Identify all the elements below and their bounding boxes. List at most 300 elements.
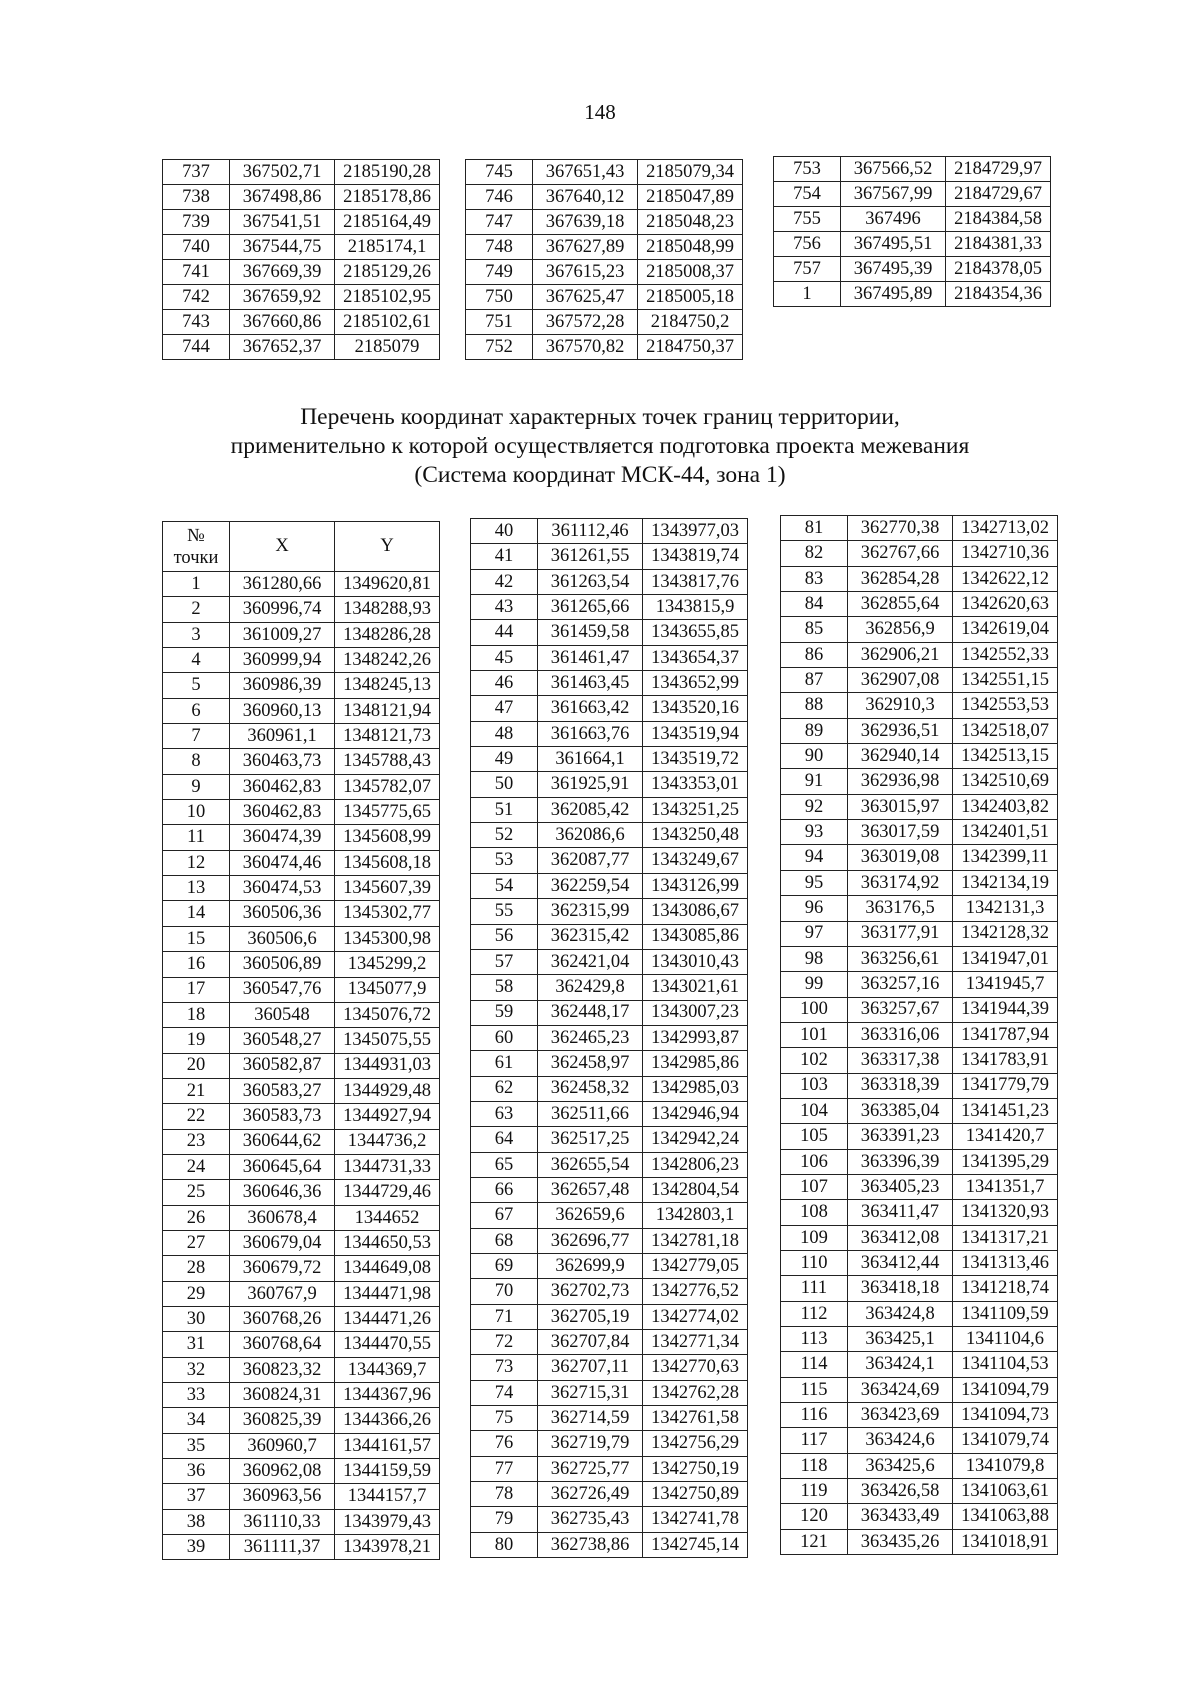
coordinates-table-2: [470, 518, 748, 1558]
table-row: [471, 1101, 748, 1126]
point-number-cell: 747: [466, 210, 533, 235]
x-cell: 363426,58: [848, 1479, 953, 1504]
table-row: [466, 335, 743, 360]
x-cell: 363316,06: [848, 1022, 953, 1047]
x-cell: 362086,6: [538, 823, 643, 848]
table-row: [163, 160, 440, 185]
header-point-number: [163, 522, 230, 572]
table-row: [163, 952, 440, 977]
table-row: [781, 1200, 1058, 1225]
table-row: [781, 642, 1058, 667]
table-row: [163, 1281, 440, 1306]
point-number-cell: 93: [781, 820, 848, 845]
y-cell: 1342806,23: [643, 1152, 748, 1177]
table-row: [471, 696, 748, 721]
x-cell: 367566,52: [841, 157, 946, 182]
y-cell: 1342779,05: [643, 1253, 748, 1278]
table-row: [471, 721, 748, 746]
y-cell: 1343086,67: [643, 899, 748, 924]
table-row: [471, 1507, 748, 1532]
y-cell: 1344931,03: [335, 1053, 440, 1078]
table-row: [781, 1428, 1058, 1453]
x-cell: 362738,86: [538, 1532, 643, 1557]
point-number-cell: 45: [471, 645, 538, 670]
point-number-cell: 21: [163, 1078, 230, 1103]
y-cell: 1341320,93: [953, 1200, 1058, 1225]
point-number-cell: 67: [471, 1203, 538, 1228]
x-cell: 362696,77: [538, 1228, 643, 1253]
x-cell: 362517,25: [538, 1127, 643, 1152]
point-number-cell: 52: [471, 823, 538, 848]
table-row: [163, 1332, 440, 1357]
x-cell: 362085,42: [538, 797, 643, 822]
table-row: [471, 671, 748, 696]
point-number-cell: 4: [163, 648, 230, 673]
y-cell: 1341218,74: [953, 1276, 1058, 1301]
table-row: [781, 972, 1058, 997]
point-number-cell: 89: [781, 718, 848, 743]
y-cell: 1342551,15: [953, 668, 1058, 693]
y-cell: 1342510,69: [953, 769, 1058, 794]
top-table-2: [465, 159, 743, 360]
header-x: X: [230, 522, 335, 572]
y-cell: 1343085,86: [643, 924, 748, 949]
point-number-cell: 30: [163, 1306, 230, 1331]
point-number-cell: 80: [471, 1532, 538, 1557]
table-row: [466, 260, 743, 285]
x-cell: 367567,99: [841, 182, 946, 207]
table-row: [471, 1431, 748, 1456]
point-number-cell: 96: [781, 896, 848, 921]
x-cell: 363257,67: [848, 997, 953, 1022]
x-cell: 367625,47: [533, 285, 638, 310]
table-row: [471, 873, 748, 898]
point-number-cell: 749: [466, 260, 533, 285]
table-row: [163, 1028, 440, 1053]
header-y: Y: [335, 522, 440, 572]
y-cell: 1345076,72: [335, 1002, 440, 1027]
x-cell: 360961,1: [230, 724, 335, 749]
point-number-cell: 107: [781, 1174, 848, 1199]
table-row: [781, 1022, 1058, 1047]
y-cell: 1343519,94: [643, 721, 748, 746]
point-number-cell: 118: [781, 1453, 848, 1478]
table-row: [471, 1000, 748, 1025]
table-row: [163, 335, 440, 360]
top-table-3: [773, 156, 1051, 307]
x-cell: 360962,08: [230, 1459, 335, 1484]
x-cell: 363391,23: [848, 1124, 953, 1149]
x-cell: 361663,42: [538, 696, 643, 721]
point-number-cell: 99: [781, 972, 848, 997]
point-number-cell: 54: [471, 873, 538, 898]
x-cell: 362770,38: [848, 516, 953, 541]
table-row: [471, 1532, 748, 1557]
y-cell: 1344736,2: [335, 1129, 440, 1154]
y-cell: 1348245,13: [335, 673, 440, 698]
table-row: [781, 769, 1058, 794]
table-row: [471, 569, 748, 594]
table-row: [471, 747, 748, 772]
x-cell: 360999,94: [230, 648, 335, 673]
y-cell: 1342710,36: [953, 541, 1058, 566]
table-row: [163, 1078, 440, 1103]
y-cell: 2184378,05: [946, 257, 1051, 282]
x-cell: 360583,73: [230, 1104, 335, 1129]
point-number-cell: 43: [471, 595, 538, 620]
y-cell: 1348121,94: [335, 698, 440, 723]
y-cell: 1343126,99: [643, 873, 748, 898]
x-cell: 360823,32: [230, 1357, 335, 1382]
x-cell: 362458,97: [538, 1051, 643, 1076]
table-row: [774, 257, 1051, 282]
y-cell: 1345608,18: [335, 850, 440, 875]
y-cell: 1344159,59: [335, 1459, 440, 1484]
x-cell: 363015,97: [848, 794, 953, 819]
point-number-cell: 111: [781, 1276, 848, 1301]
x-cell: 363017,59: [848, 820, 953, 845]
table-row: [163, 724, 440, 749]
x-cell: 363317,38: [848, 1048, 953, 1073]
point-number-cell: 751: [466, 310, 533, 335]
point-number-cell: 70: [471, 1279, 538, 1304]
x-cell: 362458,32: [538, 1076, 643, 1101]
y-cell: 1348242,26: [335, 648, 440, 673]
point-number-cell: 745: [466, 160, 533, 185]
table-row: [781, 1250, 1058, 1275]
point-number-cell: 120: [781, 1504, 848, 1529]
table-row: [163, 260, 440, 285]
x-cell: 363424,1: [848, 1352, 953, 1377]
y-cell: 1342131,3: [953, 896, 1058, 921]
point-number-cell: 23: [163, 1129, 230, 1154]
y-cell: 1342985,86: [643, 1051, 748, 1076]
x-cell: 363176,5: [848, 896, 953, 921]
point-number-cell: 56: [471, 924, 538, 949]
table-row: [781, 1504, 1058, 1529]
y-cell: 1342771,34: [643, 1330, 748, 1355]
y-cell: 1342553,53: [953, 693, 1058, 718]
x-cell: 360474,46: [230, 850, 335, 875]
table-row: [471, 1253, 748, 1278]
document-title: [0, 403, 1200, 490]
table-row: [471, 1279, 748, 1304]
table-row: [471, 519, 748, 544]
y-cell: 1341395,29: [953, 1149, 1058, 1174]
x-cell: 362767,66: [848, 541, 953, 566]
point-number-cell: 744: [163, 335, 230, 360]
x-cell: 367541,51: [230, 210, 335, 235]
point-number-cell: 20: [163, 1053, 230, 1078]
table-row: [774, 157, 1051, 182]
x-cell: 363423,69: [848, 1403, 953, 1428]
x-cell: 362855,64: [848, 592, 953, 617]
x-cell: 361463,45: [538, 671, 643, 696]
y-cell: 1343978,21: [335, 1535, 440, 1560]
point-number-cell: 741: [163, 260, 230, 285]
y-cell: 1342946,94: [643, 1101, 748, 1126]
point-number-cell: 15: [163, 926, 230, 951]
x-cell: 362429,8: [538, 975, 643, 1000]
table-row: [471, 797, 748, 822]
x-cell: 367544,75: [230, 235, 335, 260]
y-cell: 1342803,1: [643, 1203, 748, 1228]
x-cell: 362906,21: [848, 642, 953, 667]
x-cell: 367498,86: [230, 185, 335, 210]
point-number-cell: 86: [781, 642, 848, 667]
x-cell: 360474,39: [230, 825, 335, 850]
table-row: [781, 1276, 1058, 1301]
x-cell: 360644,62: [230, 1129, 335, 1154]
table-row: [781, 1327, 1058, 1352]
x-cell: 360548,27: [230, 1028, 335, 1053]
y-cell: 1341779,79: [953, 1073, 1058, 1098]
table-row: [163, 1433, 440, 1458]
x-cell: 360824,31: [230, 1383, 335, 1408]
table-row: [163, 1002, 440, 1027]
point-number-cell: 6: [163, 698, 230, 723]
point-number-cell: 38: [163, 1509, 230, 1534]
point-number-cell: 109: [781, 1225, 848, 1250]
point-number-cell: 737: [163, 160, 230, 185]
y-cell: 1343520,16: [643, 696, 748, 721]
x-cell: 362735,43: [538, 1507, 643, 1532]
point-number-cell: 62: [471, 1076, 538, 1101]
y-cell: 1342128,32: [953, 921, 1058, 946]
table-row: [163, 1383, 440, 1408]
y-cell: 1348288,93: [335, 597, 440, 622]
x-cell: 362448,17: [538, 1000, 643, 1025]
point-number-cell: 742: [163, 285, 230, 310]
title-line-1: Перечень координат характерных точек границ территории,: [300, 404, 900, 430]
table-row: [471, 975, 748, 1000]
table-row: [774, 232, 1051, 257]
y-cell: 1341947,01: [953, 946, 1058, 971]
point-number-cell: 61: [471, 1051, 538, 1076]
y-cell: 1344927,94: [335, 1104, 440, 1129]
point-number-cell: 110: [781, 1250, 848, 1275]
point-number-cell: 40: [471, 519, 538, 544]
table-row: [163, 673, 440, 698]
table-row: [163, 1154, 440, 1179]
x-cell: 362315,99: [538, 899, 643, 924]
table-row: [163, 597, 440, 622]
x-cell: 367627,89: [533, 235, 638, 260]
y-cell: 1344652: [335, 1205, 440, 1230]
x-cell: 360506,6: [230, 926, 335, 951]
point-number-cell: 9: [163, 774, 230, 799]
x-cell: 362465,23: [538, 1025, 643, 1050]
point-number-cell: 48: [471, 721, 538, 746]
point-number-cell: 25: [163, 1180, 230, 1205]
table-row: [163, 285, 440, 310]
point-number-cell: 85: [781, 617, 848, 642]
point-number-cell: 46: [471, 671, 538, 696]
point-number-cell: 754: [774, 182, 841, 207]
y-cell: 2185129,26: [335, 260, 440, 285]
y-cell: 1342399,11: [953, 845, 1058, 870]
x-cell: 367495,89: [841, 282, 946, 307]
table-row: [471, 899, 748, 924]
point-number-cell: 47: [471, 696, 538, 721]
point-number-cell: 102: [781, 1048, 848, 1073]
y-cell: 1341317,21: [953, 1225, 1058, 1250]
x-cell: 360678,4: [230, 1205, 335, 1230]
y-cell: 1342552,33: [953, 642, 1058, 667]
y-cell: 1342770,63: [643, 1355, 748, 1380]
x-cell: 362259,54: [538, 873, 643, 898]
x-cell: 363385,04: [848, 1098, 953, 1123]
point-number-cell: 50: [471, 772, 538, 797]
page-number: 148: [584, 100, 616, 124]
table-row: [471, 949, 748, 974]
y-cell: 1343249,67: [643, 848, 748, 873]
y-cell: 1345782,07: [335, 774, 440, 799]
point-number-cell: 121: [781, 1529, 848, 1554]
point-number-cell: 14: [163, 901, 230, 926]
table-row: [471, 1330, 748, 1355]
y-cell: 1344650,53: [335, 1230, 440, 1255]
x-cell: 360960,13: [230, 698, 335, 723]
x-cell: 362707,11: [538, 1355, 643, 1380]
table-row: [471, 620, 748, 645]
table-row: [471, 1355, 748, 1380]
table-row: [781, 946, 1058, 971]
table-row: [471, 1076, 748, 1101]
y-cell: 2184750,2: [638, 310, 743, 335]
y-cell: 1341063,88: [953, 1504, 1058, 1529]
x-cell: 367640,12: [533, 185, 638, 210]
point-number-cell: 92: [781, 794, 848, 819]
x-cell: 360462,83: [230, 800, 335, 825]
table-row: [471, 848, 748, 873]
table-row: [471, 544, 748, 569]
point-number-cell: 76: [471, 1431, 538, 1456]
table-row: [471, 1228, 748, 1253]
table-row: [471, 1152, 748, 1177]
point-number-cell: 740: [163, 235, 230, 260]
y-cell: 1342776,52: [643, 1279, 748, 1304]
point-number-cell: 16: [163, 952, 230, 977]
x-cell: 361112,46: [538, 519, 643, 544]
y-cell: 2185079,34: [638, 160, 743, 185]
table-row: [163, 185, 440, 210]
table-row: [781, 1048, 1058, 1073]
x-cell: 362940,14: [848, 744, 953, 769]
x-cell: 360646,36: [230, 1180, 335, 1205]
x-cell: 360474,53: [230, 876, 335, 901]
x-cell: 362657,48: [538, 1177, 643, 1202]
point-number-cell: 95: [781, 870, 848, 895]
table-row: [163, 1408, 440, 1433]
x-cell: 362705,19: [538, 1304, 643, 1329]
point-number-cell: 108: [781, 1200, 848, 1225]
point-number-cell: 112: [781, 1301, 848, 1326]
point-number-cell: 756: [774, 232, 841, 257]
y-cell: 1341351,7: [953, 1174, 1058, 1199]
x-cell: 363256,61: [848, 946, 953, 971]
y-cell: 1342942,24: [643, 1127, 748, 1152]
table-row: [163, 1104, 440, 1129]
point-number-cell: 84: [781, 592, 848, 617]
table-row: [781, 1377, 1058, 1402]
point-number-cell: 10: [163, 800, 230, 825]
coordinates-table-3: [780, 515, 1058, 1555]
point-number-cell: 738: [163, 185, 230, 210]
y-cell: 1341313,46: [953, 1250, 1058, 1275]
point-number-cell: 42: [471, 569, 538, 594]
x-cell: 362726,49: [538, 1482, 643, 1507]
y-cell: 1342622,12: [953, 566, 1058, 591]
y-cell: 1342985,03: [643, 1076, 748, 1101]
table-row: [163, 210, 440, 235]
y-cell: 2185164,49: [335, 210, 440, 235]
table-row: [163, 926, 440, 951]
point-number-cell: 55: [471, 899, 538, 924]
x-cell: 362719,79: [538, 1431, 643, 1456]
y-cell: 1342750,19: [643, 1456, 748, 1481]
table-row: [163, 235, 440, 260]
table-row: [163, 1306, 440, 1331]
y-cell: 2184729,97: [946, 157, 1051, 182]
table-row: [774, 207, 1051, 232]
x-cell: 361009,27: [230, 622, 335, 647]
x-cell: 362856,9: [848, 617, 953, 642]
x-cell: 360583,27: [230, 1078, 335, 1103]
x-cell: 362315,42: [538, 924, 643, 949]
point-number-cell: 757: [774, 257, 841, 282]
point-number-cell: 44: [471, 620, 538, 645]
y-cell: 1342750,89: [643, 1482, 748, 1507]
y-cell: 1342513,15: [953, 744, 1058, 769]
x-cell: 360960,7: [230, 1433, 335, 1458]
y-cell: 1341063,61: [953, 1479, 1058, 1504]
table-row: [163, 800, 440, 825]
table-row: [163, 1509, 440, 1534]
x-cell: 363405,23: [848, 1174, 953, 1199]
point-number-cell: 743: [163, 310, 230, 335]
point-number-cell: 3: [163, 622, 230, 647]
point-number-cell: 2: [163, 597, 230, 622]
x-cell: 360506,89: [230, 952, 335, 977]
x-cell: 362715,31: [538, 1380, 643, 1405]
point-number-cell: 68: [471, 1228, 538, 1253]
y-cell: 1345300,98: [335, 926, 440, 951]
y-cell: 1343353,01: [643, 772, 748, 797]
y-cell: 1341079,74: [953, 1428, 1058, 1453]
table-row: [781, 541, 1058, 566]
table-row: [781, 794, 1058, 819]
point-number-cell: 75: [471, 1406, 538, 1431]
y-cell: 1342713,02: [953, 516, 1058, 541]
x-cell: 362910,3: [848, 693, 953, 718]
x-cell: 367495,51: [841, 232, 946, 257]
y-cell: 1344157,7: [335, 1484, 440, 1509]
y-cell: 1345608,99: [335, 825, 440, 850]
y-cell: 1342762,28: [643, 1380, 748, 1405]
y-cell: 1343815,9: [643, 595, 748, 620]
point-number-cell: 8: [163, 749, 230, 774]
x-cell: 367659,92: [230, 285, 335, 310]
x-cell: 362936,98: [848, 769, 953, 794]
point-number-cell: 746: [466, 185, 533, 210]
y-cell: 2184381,33: [946, 232, 1051, 257]
y-cell: 1343655,85: [643, 620, 748, 645]
table-row: [163, 572, 440, 597]
table-row: [163, 749, 440, 774]
x-cell: 367669,39: [230, 260, 335, 285]
y-cell: 1343654,37: [643, 645, 748, 670]
